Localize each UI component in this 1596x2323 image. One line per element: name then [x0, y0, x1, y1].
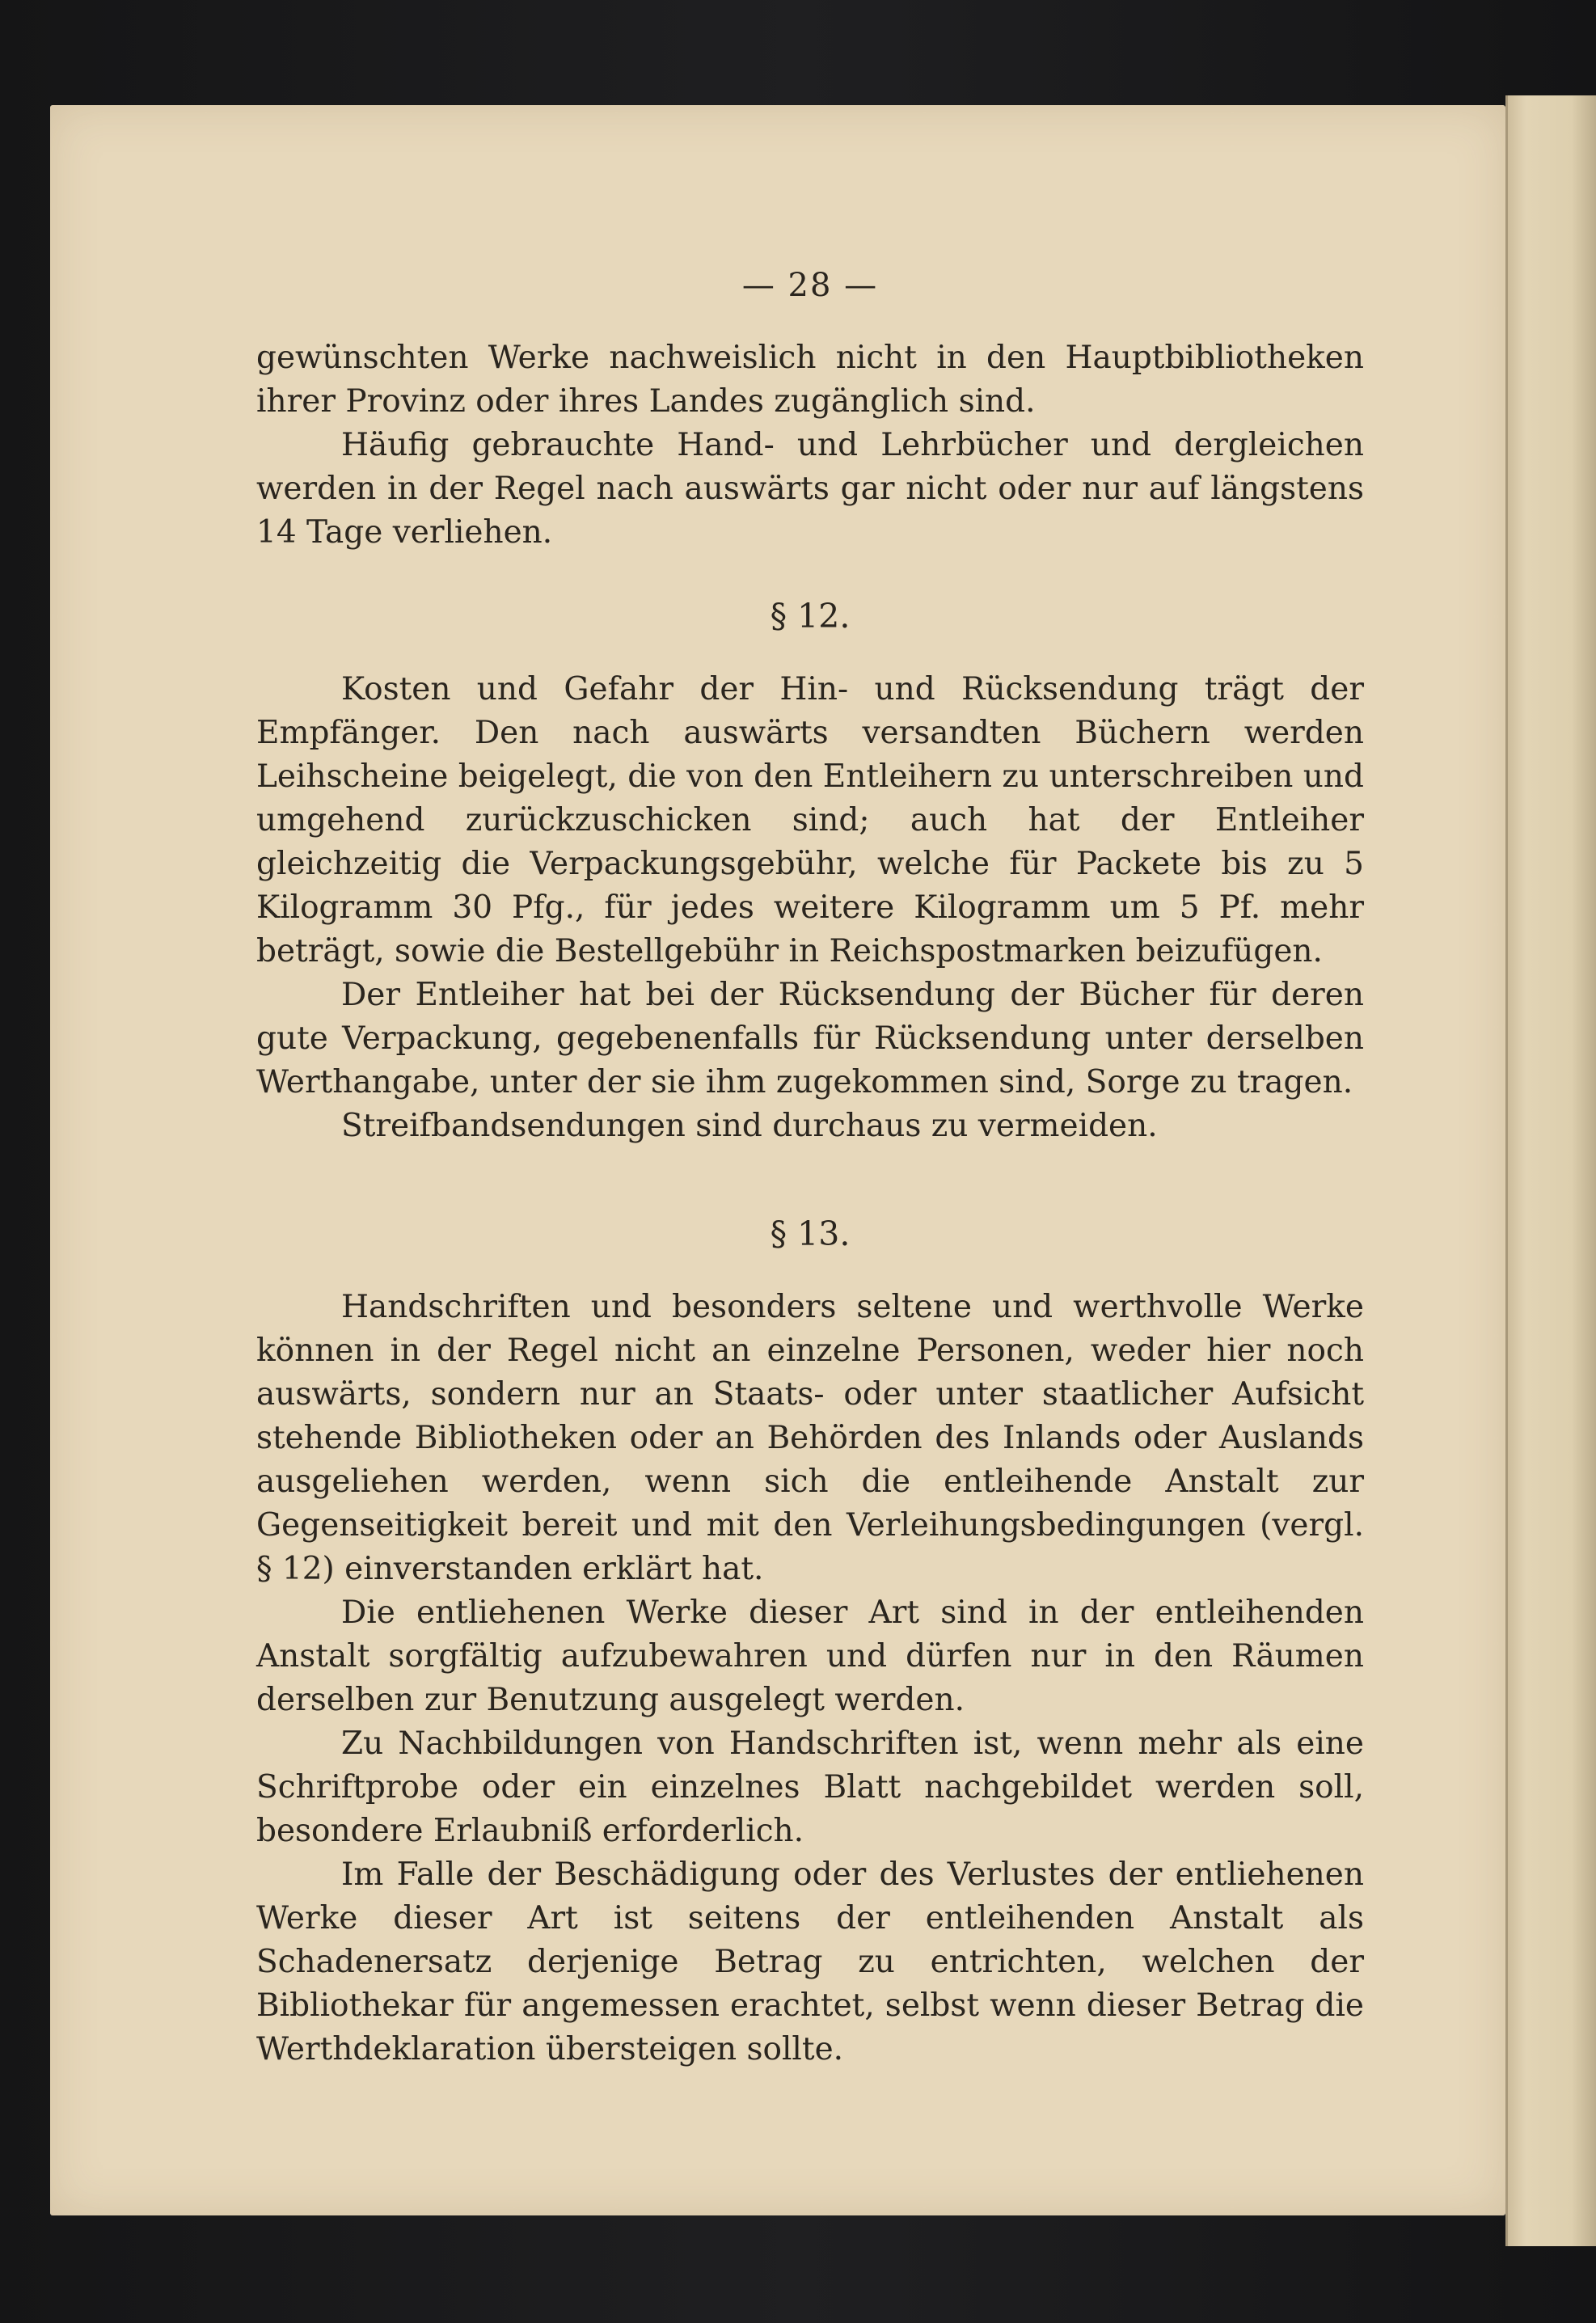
paragraph: Kosten und Gefahr der Hin- und Rücksendung trägt der Empfänger. Den nach auswärts versandten Büchern werden Leihscheine beigelegt, die von den Entleihern zu unterschreiben und umgehend zurückzuschicken sind; auch hat der Entleiher gleichzeitig die Verpackungsgebühr, welche für Packete bis zu 5 Kilogramm 30 Pfg., für jedes weitere Kilogramm um 5 Pf. mehr beträgt, sowie die Bestellgebühr in Reichspostmarken beizufügen. [256, 671, 1365, 969]
paragraph: gewünschten Werke nachweislich nicht in den Hauptbibliotheken ihrer Provinz oder ihres Landes zugänglich sind. [256, 340, 1364, 420]
section-heading: § 13. [770, 1214, 851, 1253]
facing-page-edge [1505, 95, 1596, 2246]
paragraph: Der Entleiher hat bei der Rücksendung der Bücher für deren gute Verpackung, gegebenenfalls für Rücksendung unter derselben Werthangabe, unter der sie ihm zugekommen sind, Sorge zu tragen. [256, 977, 1364, 1100]
paragraph: Die entliehenen Werke dieser Art sind in der entleihenden Anstalt sorgfältig aufzubewahren und dürfen nur in den Räumen derselben zur Benutzung ausgelegt werden. [256, 1594, 1364, 1718]
section-13 [256, 1214, 1364, 2072]
section-continuation [256, 336, 1364, 555]
paragraph: Im Falle der Beschädigung oder des Verlustes der entliehenen Werke dieser Art ist seitens der entleihenden Anstalt als Schadenersatz derjenige Betrag zu entrichten, welchen der Bibliothekar für angemessen erachtet, selbst wenn dieser Betrag die Werthdeklaration übersteigen sollte. [256, 1856, 1364, 2067]
book-page [50, 105, 1505, 2215]
page-content [256, 267, 1364, 2072]
paragraph: Streifbandsendungen sind durchaus zu vermeiden. [341, 1108, 1158, 1144]
paragraph: Häufig gebrauchte Hand- und Lehrbücher und dergleichen werden in der Regel nach auswärts gar nicht oder nur auf längstens 14 Tage verliehen. [256, 427, 1364, 551]
paragraph: Handschriften und besonders seltene und werthvolle Werke können in der Regel nicht an einzelne Personen, weder hier noch auswärts, sondern nur an Staats- oder unter staatlicher Aufsicht stehende Bibliotheken oder an Behörden des Inlands oder Auslands ausgeliehen werden, wenn sich die entleihende Anstalt zur Gegenseitigkeit bereit und mit den Verleihungsbedingungen (vergl. § 12) einverstanden erklärt hat. [256, 1289, 1364, 1587]
paragraph: Zu Nachbildungen von Handschriften ist, wenn mehr als eine Schriftprobe oder ein einzelnes Blatt nachgebildet werden soll, besondere Erlaubniß erforderlich. [256, 1725, 1364, 1849]
page-number: — 28 — [741, 267, 879, 304]
section-12 [256, 597, 1364, 1148]
section-heading: § 12. [770, 597, 851, 636]
